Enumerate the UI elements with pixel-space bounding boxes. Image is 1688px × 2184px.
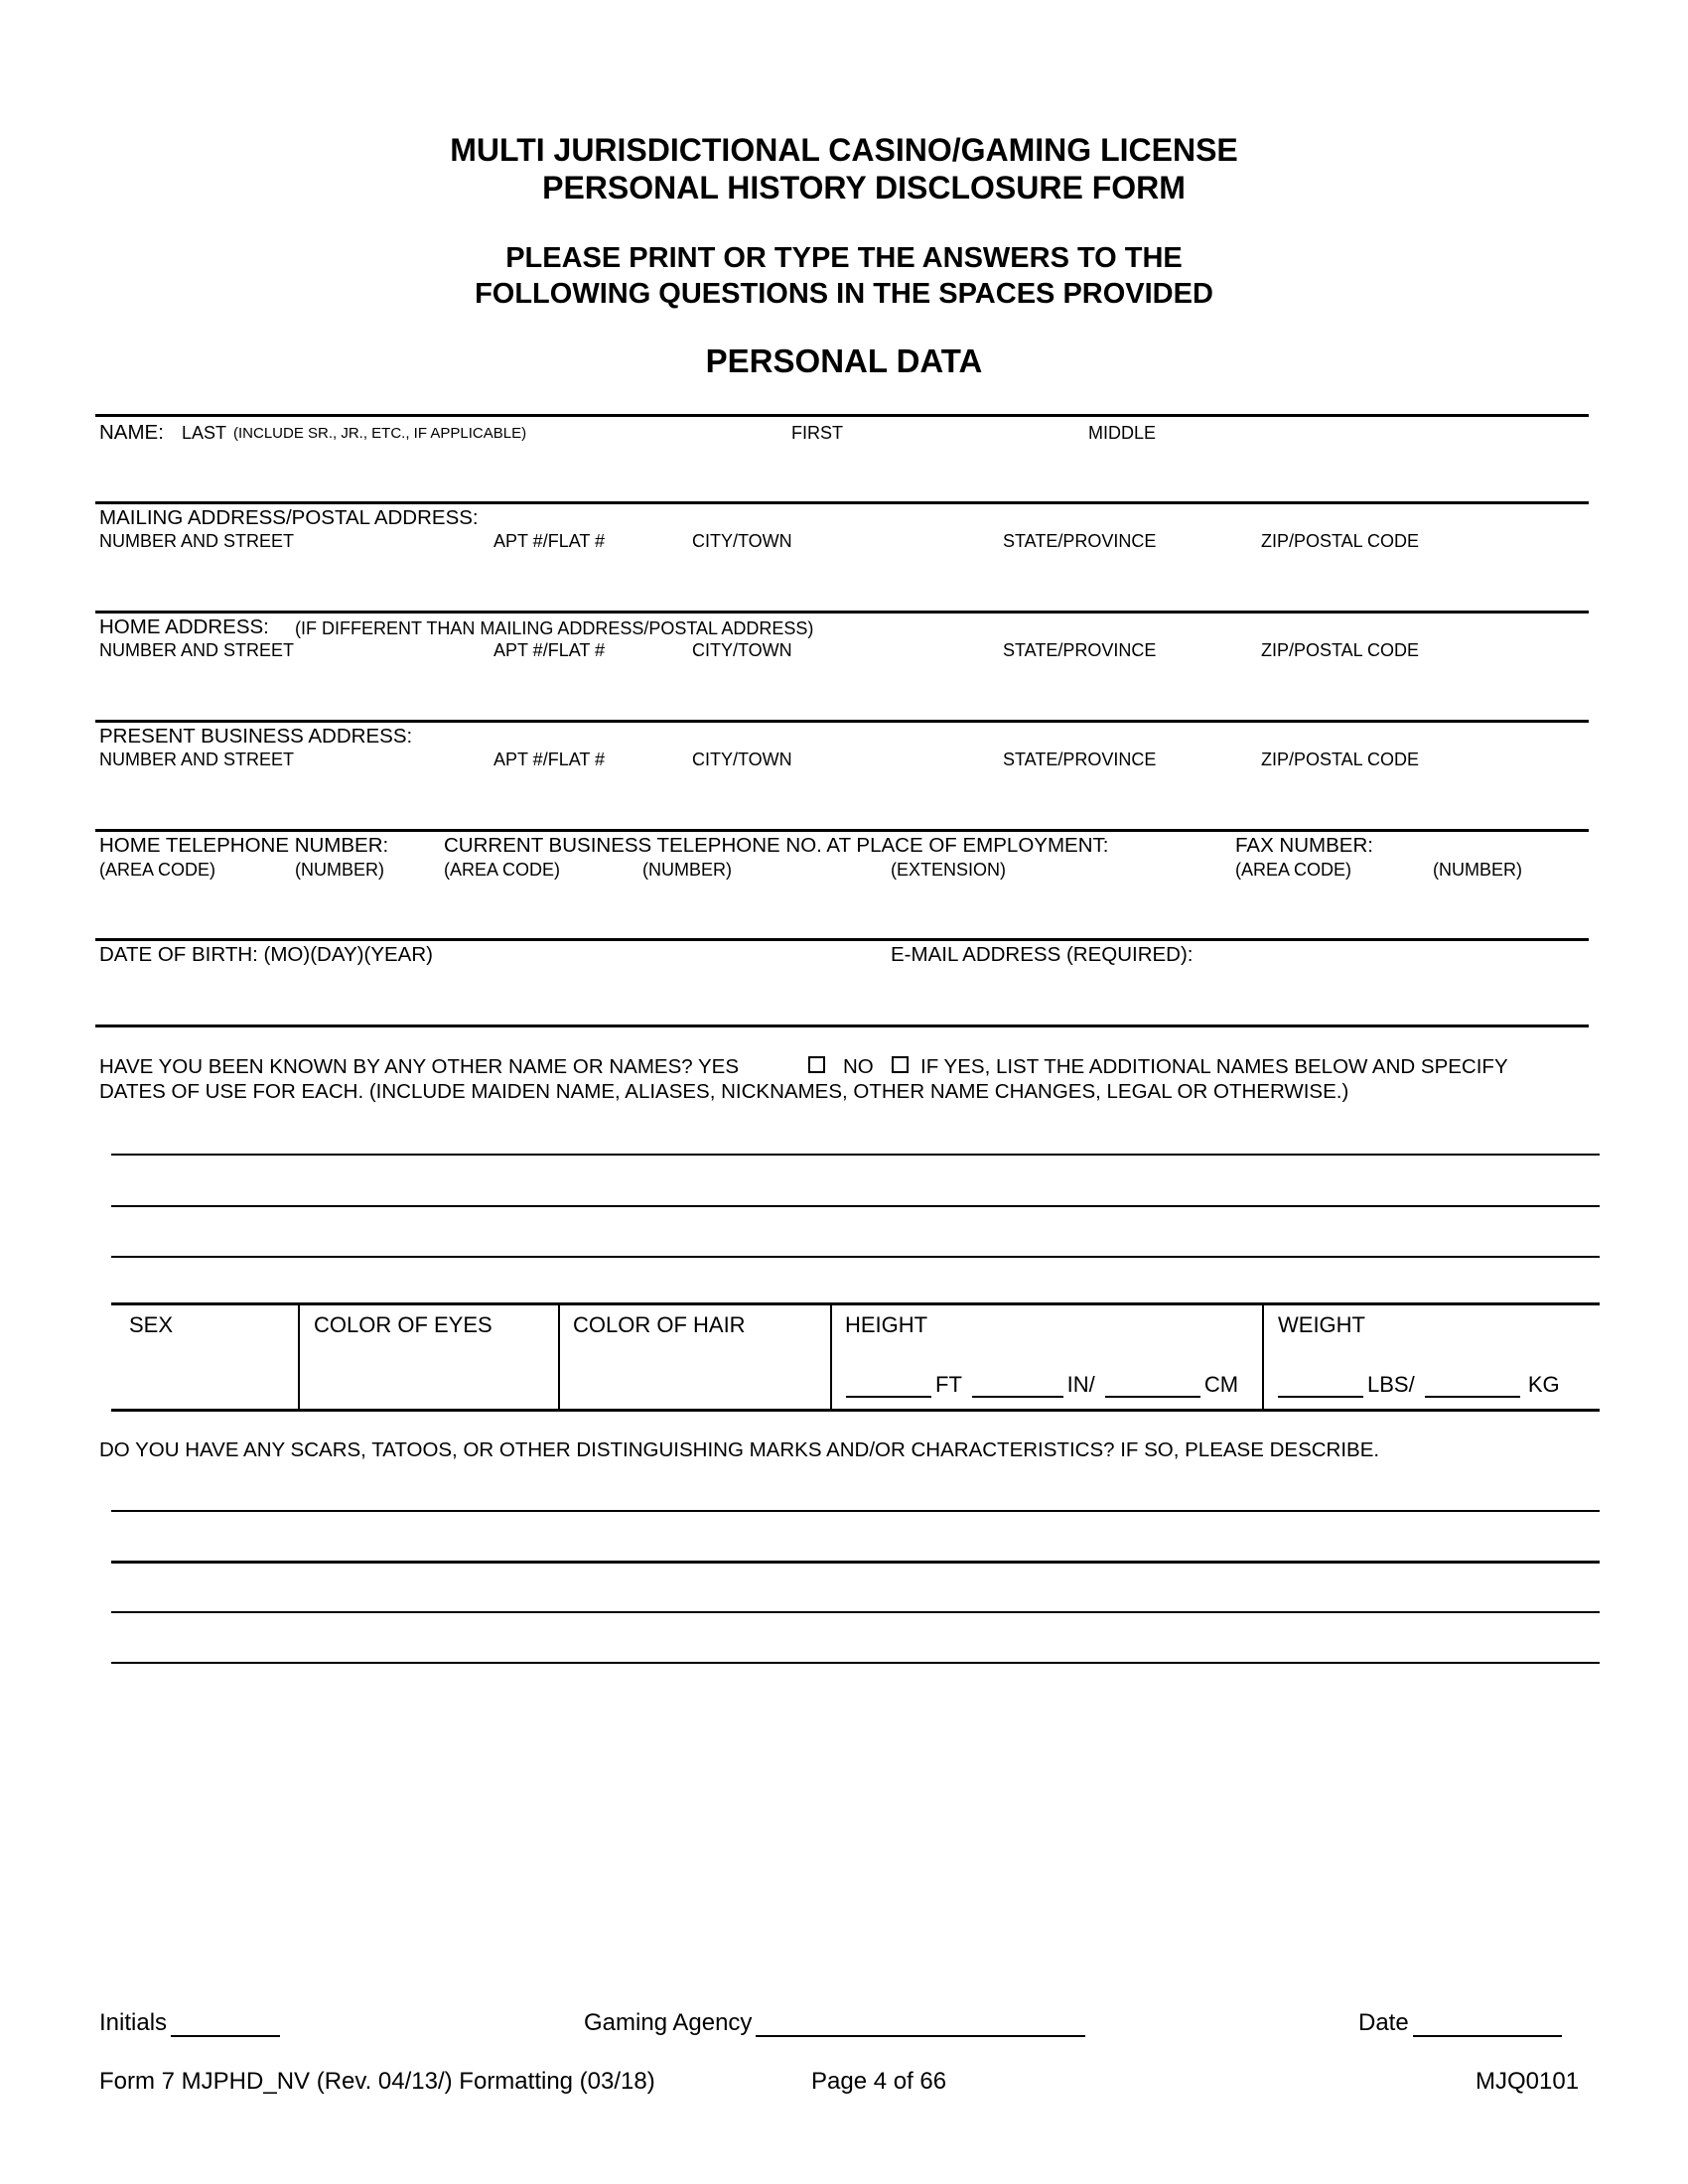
cm-label: CM: [1203, 1372, 1239, 1397]
in-label: IN/: [1066, 1372, 1095, 1397]
gaming-agency-input[interactable]: [756, 2013, 1085, 2037]
business-number-label: (NUMBER): [642, 860, 732, 880]
height-fields: [842, 1372, 1238, 1398]
business-street-label: NUMBER AND STREET: [99, 750, 295, 769]
gaming-agency-label: Gaming Agency: [584, 2009, 753, 2036]
page-number: Page 4 of 66: [811, 2068, 947, 2095]
form-identifier: Form 7 MJPHD_NV (Rev. 04/13/) Formatting (03/18): [99, 2068, 655, 2095]
home-number-label: (NUMBER): [295, 860, 384, 880]
height-label: HEIGHT: [845, 1312, 928, 1337]
date-of-birth-label: DATE OF BIRTH: (MO)(DAY)(YEAR): [99, 943, 433, 966]
form-subtitle: PERSONAL HISTORY DISCLOSURE FORM: [542, 170, 1186, 205]
weight-kg-input[interactable]: [1425, 1374, 1520, 1398]
marks-line-2[interactable]: [111, 1561, 1600, 1564]
home-address-input-area[interactable]: [99, 665, 1585, 719]
weight-label: WEIGHT: [1278, 1312, 1365, 1337]
home-apt-label: APT #/FLAT #: [493, 640, 606, 660]
divider: [95, 720, 1589, 723]
mailing-address-label: MAILING ADDRESS/POSTAL ADDRESS:: [99, 506, 479, 529]
fax-label: FAX NUMBER:: [1235, 834, 1373, 857]
kg-label: KG: [1527, 1372, 1560, 1397]
email-input[interactable]: [891, 969, 1585, 1023]
hair-color-input[interactable]: [562, 1340, 828, 1406]
table-divider: [830, 1303, 832, 1410]
home-zip-label: ZIP/POSTAL CODE: [1261, 640, 1420, 660]
home-city-label: CITY/TOWN: [692, 640, 792, 660]
date-of-birth-input[interactable]: [99, 969, 884, 1023]
other-names-instruction: IF YES, LIST THE ADDITIONAL NAMES BELOW AND SPECIFY: [920, 1055, 1508, 1078]
mailing-city-label: CITY/TOWN: [692, 531, 792, 551]
middle-name-label: MIDDLE: [1088, 423, 1157, 443]
weight-lbs-input[interactable]: [1278, 1374, 1363, 1398]
business-address-input-area[interactable]: [99, 774, 1585, 828]
home-state-label: STATE/PROVINCE: [1003, 640, 1157, 660]
weight-fields: [1274, 1372, 1560, 1398]
table-divider: [558, 1303, 560, 1410]
email-label: E-MAIL ADDRESS (REQUIRED):: [891, 943, 1194, 966]
name-input-area[interactable]: [99, 447, 1585, 500]
no-label: NO: [843, 1055, 874, 1078]
height-in-input[interactable]: [972, 1374, 1063, 1398]
last-name-label: LAST: [182, 423, 227, 443]
divider: [95, 938, 1589, 941]
yes-checkbox[interactable]: [808, 1056, 825, 1073]
eye-color-label: COLOR OF EYES: [314, 1312, 492, 1337]
height-ft-input[interactable]: [846, 1374, 931, 1398]
fax-area-code-label: (AREA CODE): [1235, 860, 1352, 880]
form-title: MULTI JURISDICTIONAL CASINO/GAMING LICENSE: [450, 132, 1238, 168]
initials-field: [99, 2009, 284, 2037]
lbs-label: LBS/: [1367, 1372, 1415, 1397]
initials-input[interactable]: [171, 2013, 280, 2037]
home-area-code-label: (AREA CODE): [99, 860, 216, 880]
mailing-apt-label: APT #/FLAT #: [493, 531, 606, 551]
first-name-label: FIRST: [791, 423, 843, 443]
table-bottom-border: [111, 1409, 1600, 1412]
marks-line-4[interactable]: [111, 1662, 1600, 1664]
date-input[interactable]: [1413, 2013, 1562, 2037]
other-names-line-1[interactable]: [111, 1154, 1600, 1156]
business-city-label: CITY/TOWN: [692, 750, 792, 769]
phone-input-area[interactable]: [99, 884, 1585, 937]
mailing-street-label: NUMBER AND STREET: [99, 531, 295, 551]
mailing-zip-label: ZIP/POSTAL CODE: [1261, 531, 1420, 551]
sex-label: SEX: [129, 1312, 174, 1337]
business-zip-label: ZIP/POSTAL CODE: [1261, 750, 1420, 769]
ft-label: FT: [935, 1372, 962, 1397]
home-address-note: (IF DIFFERENT THAN MAILING ADDRESS/POSTAL ADDRESS): [295, 618, 814, 638]
date-label: Date: [1358, 2009, 1409, 2036]
business-apt-label: APT #/FLAT #: [493, 750, 606, 769]
mailing-state-label: STATE/PROVINCE: [1003, 531, 1157, 551]
mailing-address-input-area[interactable]: [99, 556, 1585, 610]
business-phone-label: CURRENT BUSINESS TELEPHONE NO. AT PLACE OF EMPLOYMENT:: [444, 834, 1109, 857]
divider: [95, 1024, 1589, 1027]
other-names-instruction-2: DATES OF USE FOR EACH. (INCLUDE MAIDEN NAME, ALIASES, NICKNAMES, OTHER NAME CHANGES, LEGAL OR OTHERWISE.): [99, 1080, 1349, 1103]
height-cm-input[interactable]: [1105, 1374, 1200, 1398]
distinguishing-marks-question: DO YOU HAVE ANY SCARS, TATOOS, OR OTHER DISTINGUISHING MARKS AND/OR CHARACTERISTICS? IF SO, PLEASE DESCRIBE.: [99, 1438, 1380, 1461]
business-address-label: PRESENT BUSINESS ADDRESS:: [99, 725, 413, 748]
other-names-question: HAVE YOU BEEN KNOWN BY ANY OTHER NAME OR NAMES? YES: [99, 1055, 740, 1078]
fax-number-label: (NUMBER): [1433, 860, 1522, 880]
divider: [95, 414, 1589, 417]
initials-label: Initials: [99, 2009, 168, 2036]
table-top-border: [111, 1302, 1600, 1305]
eye-color-input[interactable]: [302, 1340, 556, 1406]
hair-color-label: COLOR OF HAIR: [573, 1312, 746, 1337]
divider: [95, 829, 1589, 832]
instruction-line-1: PLEASE PRINT OR TYPE THE ANSWERS TO THE: [505, 242, 1183, 274]
table-divider: [298, 1303, 300, 1410]
home-street-label: NUMBER AND STREET: [99, 640, 295, 660]
last-name-note: (INCLUDE SR., JR., ETC., IF APPLICABLE): [233, 425, 527, 442]
instruction-line-2: FOLLOWING QUESTIONS IN THE SPACES PROVIDED: [475, 278, 1213, 310]
business-state-label: STATE/PROVINCE: [1003, 750, 1157, 769]
no-checkbox[interactable]: [892, 1056, 909, 1073]
table-divider: [1262, 1303, 1264, 1410]
home-address-label: HOME ADDRESS:: [99, 615, 269, 638]
marks-line-3[interactable]: [111, 1611, 1600, 1613]
divider: [95, 501, 1589, 504]
other-names-line-2[interactable]: [111, 1205, 1600, 1207]
other-names-line-3[interactable]: [111, 1256, 1600, 1258]
gaming-agency-field: [584, 2009, 1089, 2037]
sex-input[interactable]: [113, 1340, 296, 1406]
marks-line-1[interactable]: [111, 1510, 1600, 1512]
business-area-code-label: (AREA CODE): [444, 860, 561, 880]
home-phone-label: HOME TELEPHONE NUMBER:: [99, 834, 389, 857]
form-code: MJQ0101: [1476, 2068, 1580, 2095]
divider: [95, 611, 1589, 614]
business-extension-label: (EXTENSION): [891, 860, 1007, 880]
date-field: [1358, 2009, 1566, 2037]
name-label: NAME:: [99, 421, 164, 444]
section-title: PERSONAL DATA: [705, 342, 983, 379]
